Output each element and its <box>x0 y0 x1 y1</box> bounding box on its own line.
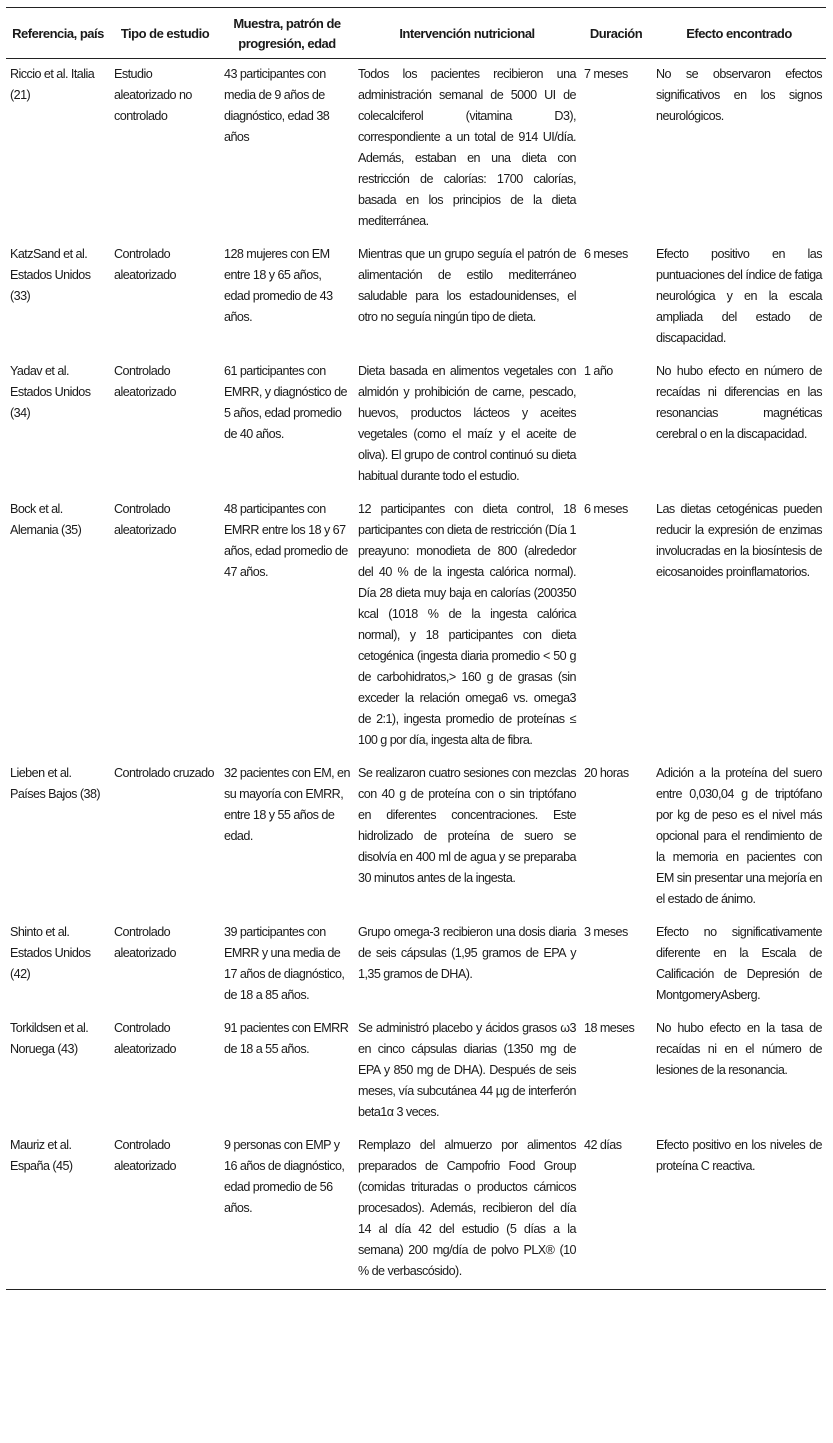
cell-intervention: Todos los pacientes recibieron una administración semanal de 5000 UI de colecalciferol (vitamina D3), correspondiente a un total de 914 UI/día. Además, estaban en una dieta con restricción de calorías: 1700 calorías, basada en los principios de la dieta mediterránea. <box>358 67 576 228</box>
cell-study-type: Controlado aleatorizado <box>114 1021 177 1056</box>
cell-study-type: Controlado aleatorizado <box>114 925 177 960</box>
cell-duration: 6 meses <box>584 247 628 261</box>
cell-study-type: Controlado aleatorizado <box>114 1138 177 1173</box>
table-row <box>6 758 826 917</box>
table-body <box>6 59 826 1290</box>
table-row <box>6 1013 826 1130</box>
header-row <box>6 8 826 59</box>
cell-reference: KatzSand et al. Estados Unidos (33) <box>10 247 91 303</box>
cell-duration: 6 meses <box>584 502 628 516</box>
cell-sample: 61 participantes con EMRR, y diagnóstico de 5 años, edad promedio de 40 años. <box>224 364 347 441</box>
cell-intervention: Se realizaron cuatro sesiones con mezclas con 40 g de proteína con o sin triptófano en diferentes concentraciones. Este hidrolizado de proteína de suero se disolvía en 400 ml de agua y se preparaba 30 minutos antes de la ingesta. <box>358 766 576 885</box>
cell-sample: 9 personas con EMP y 16 años de diagnóstico, edad promedio de 56 años. <box>224 1138 345 1215</box>
cell-intervention: Mientras que un grupo seguía el patrón de alimentación de estilo mediterráneo saludable para los estadounidenses, el otro no seguía ningún tipo de dieta. <box>358 247 576 324</box>
cell-reference: Yadav et al. Estados Unidos (34) <box>10 364 91 420</box>
cell-sample: 39 participantes con EMRR y una media de 17 años de diagnóstico, de 18 a 85 años. <box>224 925 345 1002</box>
cell-study-type: Estudio aleatorizado no controlado <box>114 67 192 123</box>
cell-intervention: 12 participantes con dieta control, 18 participantes con dieta de restricción (Día 1 preayuno: monodieta de 800 (alrededor del 40 % de la ingesta calórica normal). Día 28 dieta muy baja en calorías (200350 kcal (1018 % de la ingesta calórica normal), y 18 participantes con dieta cetogénica (ingesta diaria promedio < 50 g de carbohidratos,> 160 g de grasas (sin exceder la relación omega6 vs. omega3 de 2:1), ingesta promedio de proteínas ≤ 100 g por día, ingesta alta de fibra. <box>358 502 576 747</box>
cell-intervention: Se administró placebo y ácidos grasos ω3 en cinco cápsulas diarias (1350 mg de EPA y 850 mg de DHA). Después de seis meses, vía subcutánea 44 µg de interferón beta1α 3 veces. <box>358 1021 576 1119</box>
cell-reference: Torkildsen et al. Noruega (43) <box>10 1021 89 1056</box>
cell-reference: Mauriz et al. España (45) <box>10 1138 73 1173</box>
column-header-reference: Referencia, país <box>6 8 110 59</box>
cell-effect: Las dietas cetogénicas pueden reducir la expresión de enzimas involucradas en la biosíntesis de eicosanoides proinflamatorios. <box>656 502 822 579</box>
cell-sample: 91 pacientes con EMRR de 18 a 55 años. <box>224 1021 349 1056</box>
table-row <box>6 59 826 240</box>
table-row <box>6 494 826 758</box>
cell-effect: Efecto no significativamente diferente en la Escala de Calificación de Depresión de MontgomeryAsberg. <box>656 925 822 1002</box>
cell-intervention: Remplazo del almuerzo por alimentos preparados de Campofrio Food Group (comidas trituradas o productos cárnicos procesados). Además, recibieron del día 14 al día 42 del estudio (5 días a la semana) 200 mg/día de polvo PLX® (10 % de verbascósido). <box>358 1138 576 1278</box>
cell-duration: 18 meses <box>584 1021 635 1035</box>
cell-duration: 3 meses <box>584 925 628 939</box>
cell-study-type: Controlado aleatorizado <box>114 502 177 537</box>
cell-effect: Adición a la proteína del suero entre 0,030,04 g de triptófano por kg de peso es el nivel más opcional para el rendimiento de la memoria en pacientes con EM sin presentar una mejoría en el estado de ánimo. <box>656 766 822 906</box>
cell-effect: Efecto positivo en las puntuaciones del índice de fatiga neurológica y en la escala ampliada del estado de discapacidad. <box>656 247 822 345</box>
cell-duration: 20 horas <box>584 766 629 780</box>
column-header-intervention: Intervención nutricional <box>354 8 580 59</box>
cell-study-type: Controlado aleatorizado <box>114 247 177 282</box>
cell-intervention: Dieta basada en alimentos vegetales con almidón y prohibición de carne, pescado, huevos, productos lácteos y aceites vegetales (como el maíz y el aceite de oliva). El grupo de control continuó su dieta habitual durante todo el estudio. <box>358 364 576 483</box>
column-header-duration: Duración <box>580 8 652 59</box>
column-header-study-type: Tipo de estudio <box>110 8 220 59</box>
cell-sample: 48 participantes con EMRR entre los 18 y 67 años, edad promedio de 47 años. <box>224 502 348 579</box>
cell-reference: Riccio et al. Italia (21) <box>10 67 95 102</box>
cell-reference: Bock et al. Alemania (35) <box>10 502 82 537</box>
cell-sample: 43 participantes con media de 9 años de diagnóstico, edad 38 años <box>224 67 330 144</box>
table-row <box>6 239 826 356</box>
table-row <box>6 1130 826 1290</box>
cell-sample: 32 pacientes con EM, en su mayoría con EMRR, entre 18 y 55 años de edad. <box>224 766 350 843</box>
column-header-effect: Efecto encontrado <box>652 8 826 59</box>
cell-duration: 7 meses <box>584 67 628 81</box>
cell-intervention: Grupo omega-3 recibieron una dosis diaria de seis cápsulas (1,95 gramos de EPA y 1,35 gramos de DHA). <box>358 925 576 981</box>
cell-reference: Lieben et al. Países Bajos (38) <box>10 766 101 801</box>
studies-table <box>6 7 826 1290</box>
column-header-sample: Muestra, patrón de progresión, edad <box>220 8 354 59</box>
table-row <box>6 356 826 494</box>
cell-effect: No hubo efecto en la tasa de recaídas ni en el número de lesiones de la resonancia. <box>656 1021 822 1077</box>
cell-sample: 128 mujeres con EM entre 18 y 65 años, edad promedio de 43 años. <box>224 247 333 324</box>
cell-reference: Shinto et al. Estados Unidos (42) <box>10 925 91 981</box>
cell-study-type: Controlado cruzado <box>114 766 215 780</box>
cell-duration: 42 días <box>584 1138 622 1152</box>
cell-study-type: Controlado aleatorizado <box>114 364 177 399</box>
cell-effect: Efecto positivo en los niveles de proteína C reactiva. <box>656 1138 822 1173</box>
table-row <box>6 917 826 1013</box>
cell-effect: No se observaron efectos significativos en los signos neurológicos. <box>656 67 822 123</box>
cell-duration: 1 año <box>584 364 613 378</box>
cell-effect: No hubo efecto en número de recaídas ni diferencias en las resonancias magnéticas cerebral o en la discapacidad. <box>656 364 822 441</box>
